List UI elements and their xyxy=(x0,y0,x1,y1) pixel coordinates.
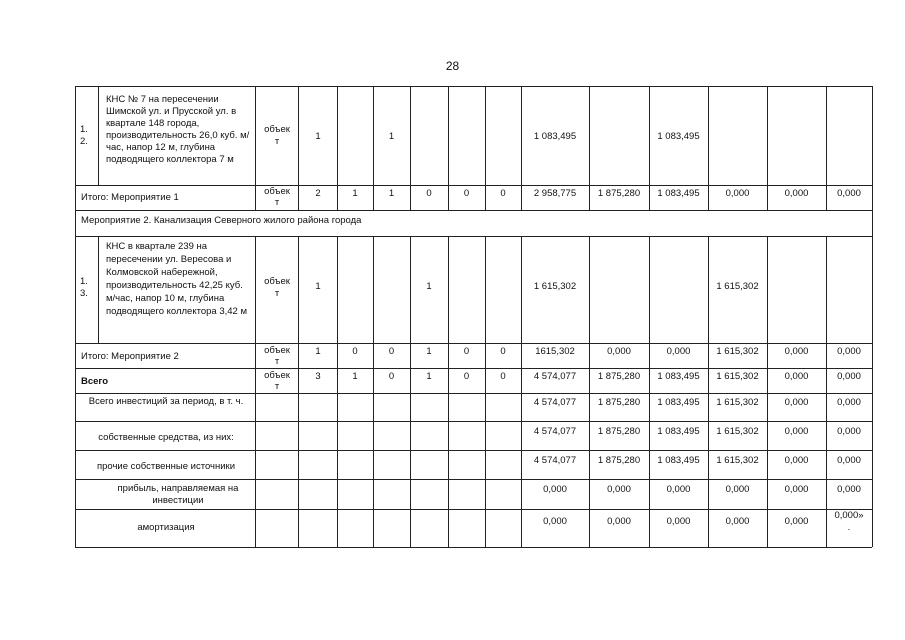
amount-cell: 0,000 xyxy=(837,397,861,408)
funding-label: прибыль, направляемая на инвестиции xyxy=(117,483,239,506)
amount-cell: 1 615,302 xyxy=(716,455,759,466)
amount-cell: 0,000 xyxy=(725,188,750,199)
amount-cell: 0,000 xyxy=(784,516,809,527)
amount-cell: 0,000 xyxy=(607,346,631,357)
table-rule xyxy=(767,236,768,547)
unit-cell: объек т xyxy=(264,370,290,392)
amount-cell: 0,000 xyxy=(837,371,861,382)
amount-cell: 0,000 xyxy=(607,484,631,495)
row-name: КНС в квартале 239 на пересечении ул. Вересова и Колмовской набережной, производительность 42,25 куб. м/час, напор 10 м, глубина подводящего коллектора 3,42 м xyxy=(106,241,248,317)
amount-cell: 0,000 xyxy=(837,188,861,199)
table-rule xyxy=(649,236,650,547)
table-rule xyxy=(255,236,256,547)
table-rule xyxy=(98,86,99,185)
count-cell: 1 xyxy=(315,131,321,142)
amount-cell: 1 875,280 xyxy=(597,397,641,408)
unit-cell: объек т xyxy=(264,124,290,147)
amount-cell: 0,000 xyxy=(837,346,861,357)
count-cell: 1 xyxy=(426,281,432,292)
count-cell: 1 xyxy=(352,188,358,199)
count-cell: 0 xyxy=(500,371,506,382)
table-rule xyxy=(75,393,872,394)
amount-cell: 1 615,302 xyxy=(716,371,759,382)
subtotal-label: Итого: Мероприятие 2 xyxy=(81,351,179,362)
count-cell: 0 xyxy=(500,346,506,357)
count-cell: 1 xyxy=(315,281,321,292)
table-rule xyxy=(872,86,873,547)
grand-total-label: Всего xyxy=(81,376,109,387)
table-rule xyxy=(75,185,872,186)
table-rule xyxy=(75,450,872,451)
amount-cell: 0,000 xyxy=(784,346,809,357)
count-cell: 0 xyxy=(463,188,470,199)
count-cell: 0 xyxy=(463,371,470,382)
count-cell: 1 xyxy=(352,371,358,382)
amount-cell: 0,000 xyxy=(666,516,691,527)
count-cell: 1 xyxy=(388,188,395,199)
amount-cell: 1 083,495 xyxy=(533,131,577,142)
amount-cell: 0,000 xyxy=(784,455,809,466)
amount-cell: 0,000 xyxy=(725,516,750,527)
amount-cell: 0,000 xyxy=(666,484,691,495)
count-cell: 0 xyxy=(426,188,432,199)
table-rule xyxy=(373,236,374,547)
count-cell: 3 xyxy=(315,371,321,382)
amount-cell: 0,000 xyxy=(607,516,631,527)
amount-cell: 4 574,077 xyxy=(533,455,577,466)
table-rule xyxy=(75,479,872,480)
unit-cell: объек т xyxy=(264,186,290,208)
amount-cell: 0,000 xyxy=(784,371,809,382)
table-rule xyxy=(75,343,872,344)
funding-label: Всего инвестиций за период, в т. ч. xyxy=(88,396,244,407)
amount-cell: 0,000» . xyxy=(834,510,864,533)
amount-cell: 4 574,077 xyxy=(533,397,577,408)
count-cell: 0 xyxy=(388,346,395,357)
table-rule xyxy=(75,86,872,87)
table-rule xyxy=(826,236,827,547)
table-rule xyxy=(589,236,590,547)
count-cell: 1 xyxy=(426,346,432,357)
amount-cell: 0,000 xyxy=(837,484,861,495)
amount-cell: 0,000 xyxy=(784,484,809,495)
amount-cell: 0,000 xyxy=(837,426,861,437)
amount-cell: 0,000 xyxy=(666,346,691,357)
count-cell: 1 xyxy=(426,371,432,382)
amount-cell: 1 083,495 xyxy=(657,455,700,466)
amount-cell: 0,000 xyxy=(543,516,567,527)
amount-cell: 1 615,302 xyxy=(716,426,759,437)
amount-cell: 1 875,280 xyxy=(597,455,641,466)
amount-cell: 1 875,280 xyxy=(597,426,641,437)
count-cell: 1 xyxy=(388,131,395,142)
amount-cell: 1 083,495 xyxy=(657,397,700,408)
table-rule xyxy=(98,236,99,343)
amount-cell: 1615,302 xyxy=(535,346,575,357)
table-rule xyxy=(75,210,872,211)
count-cell: 2 xyxy=(315,188,321,199)
unit-cell: объек т xyxy=(264,345,290,367)
count-cell: 0 xyxy=(463,346,470,357)
section-title: Мероприятие 2. Канализация Северного жилого района города xyxy=(81,215,362,226)
subtotal-label: Итого: Мероприятие 1 xyxy=(81,192,179,203)
table-rule xyxy=(75,368,872,369)
count-cell: 1 xyxy=(315,346,321,357)
amount-cell: 1 083,495 xyxy=(657,426,700,437)
table-rule xyxy=(75,236,872,237)
amount-cell: 4 574,077 xyxy=(533,371,577,382)
amount-cell: 0,000 xyxy=(837,455,861,466)
table-rule xyxy=(75,509,872,510)
table-rule xyxy=(448,236,449,547)
amount-cell: 1 615,302 xyxy=(716,346,759,357)
amount-cell: 0,000 xyxy=(784,397,809,408)
amount-cell: 1 615,302 xyxy=(716,281,759,292)
table-rule xyxy=(75,547,872,548)
funding-label: амортизация xyxy=(137,522,195,533)
amount-cell: 4 574,077 xyxy=(533,426,577,437)
amount-cell: 1 083,495 xyxy=(657,188,700,199)
row-index: 1. 2. xyxy=(80,124,88,147)
amount-cell: 1 875,280 xyxy=(597,371,641,382)
amount-cell: 1 083,495 xyxy=(657,371,700,382)
funding-label: прочие собственные источники xyxy=(96,461,236,472)
funding-label: собственные средства, из них: xyxy=(98,432,234,443)
table-rule xyxy=(255,86,256,210)
count-cell: 0 xyxy=(352,346,358,357)
table-rule xyxy=(485,236,486,547)
amount-cell: 1 615,302 xyxy=(716,397,759,408)
amount-cell: 1 615,302 xyxy=(533,281,577,292)
amount-cell: 1 083,495 xyxy=(657,131,700,142)
amount-cell: 0,000 xyxy=(784,426,809,437)
row-name: КНС № 7 на пересечении Шимской ул. и Прусской ул. в квартале 148 города, производительность 26,0 куб. м/час, напор 12 м, глубина подводящего коллектора 7 м xyxy=(106,94,250,165)
amount-cell: 2 958,775 xyxy=(533,188,577,199)
count-cell: 0 xyxy=(388,371,395,382)
page-number: 28 xyxy=(445,59,460,73)
row-index: 1. 3. xyxy=(80,276,88,299)
unit-cell: объек т xyxy=(264,276,290,299)
table-rule xyxy=(75,421,872,422)
amount-cell: 0,000 xyxy=(543,484,567,495)
amount-cell: 0,000 xyxy=(784,188,809,199)
amount-cell: 0,000 xyxy=(725,484,750,495)
amount-cell: 1 875,280 xyxy=(597,188,641,199)
table-rule xyxy=(75,86,76,547)
count-cell: 0 xyxy=(500,188,506,199)
